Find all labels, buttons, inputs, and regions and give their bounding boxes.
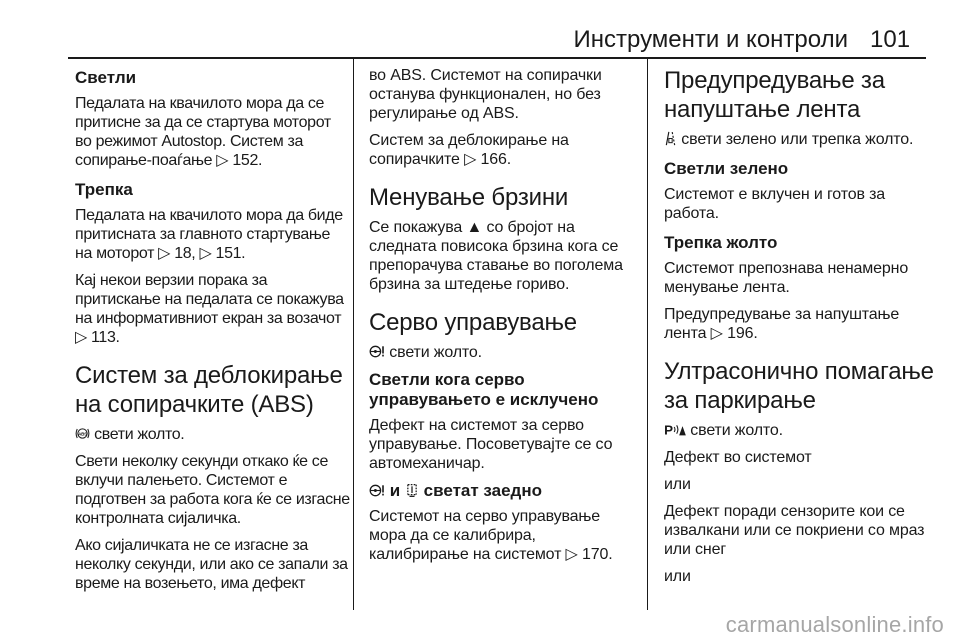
paragraph: Се покажува ▲ со бројот на следната повисока брзина кога се препорачува ставање во поголема брзина за штедење гориво. <box>369 219 623 293</box>
power-steering-icon <box>369 483 385 498</box>
paragraph: или <box>664 568 691 585</box>
page-header <box>0 0 960 58</box>
svg-text:ABS: ABS <box>78 431 87 437</box>
heading-svetli: Светли <box>75 68 137 87</box>
paragraph: Педалата на квачилото мора да биде притисната за главното стартување на моторот ▷ 18, ▷ 151. <box>75 207 343 262</box>
paragraph: Систем за деблокирање на сопирачките ▷ 166. <box>369 132 569 168</box>
heading-trepka: Трепка <box>75 180 133 199</box>
column-1 <box>75 58 351 601</box>
abs-warning-icon <box>75 426 90 441</box>
heading-steering-off: Светли кога серво управувањето е исклучено <box>369 370 599 409</box>
paragraph-park-icon <box>664 421 934 440</box>
page-number: 101 <box>870 26 911 53</box>
paragraph: Предупредување за напуштање лента ▷ 196. <box>664 306 900 342</box>
heading-parking-assist: Ултрасонично помагање за паркирање <box>664 358 934 414</box>
watermark-link[interactable]: carmanualsonline.info <box>725 612 944 637</box>
paragraph-steer-icon <box>369 343 633 362</box>
paragraph: Дефект во системот <box>664 449 812 466</box>
paragraph: Дефект на системот за серво управување. Посоветувајте се со автомеханичар. <box>369 417 613 472</box>
heading-together <box>369 481 633 501</box>
together-text: светат заедно <box>423 481 542 500</box>
column-3 <box>664 58 934 594</box>
paragraph-lane-icon <box>664 130 934 149</box>
heading-power-steering: Серво управување <box>369 309 577 336</box>
abs-text: свети жолто. <box>94 426 185 443</box>
paragraph-abs-icon <box>75 425 351 444</box>
paragraph: во ABS. Системот на сопирачки останува функционален, но без регулирање од ABS. <box>369 67 602 122</box>
heading-gears: Менување брзини <box>369 184 569 211</box>
parking-assist-icon <box>664 422 686 437</box>
power-steering-icon <box>369 344 385 359</box>
paragraph: Системот препознава ненамерно менување лента. <box>664 260 909 296</box>
paragraph: Дефект поради сензорите кои се извалкани или се покриени со мраз или снег <box>664 503 925 558</box>
paragraph: Свети неколку секунди откако ќе се вклучи палењето. Системот е подготвен за работа кога ќе се изгасне контролната сијаличка. <box>75 453 350 527</box>
column-2 <box>369 58 633 572</box>
column-divider-1 <box>353 58 354 610</box>
svg-text:P: P <box>664 422 673 437</box>
heading-green: Светли зелено <box>664 159 789 178</box>
steer-text: свети жолто. <box>389 344 482 361</box>
and-word: и <box>389 481 405 500</box>
heading-lane-departure: Предупредување за напуштање лента <box>664 67 885 123</box>
section-title: Инструменти и контроли <box>573 26 848 53</box>
column-divider-2 <box>647 58 648 610</box>
heading-flash-yellow: Трепка жолто <box>664 233 778 252</box>
park-text: свети жолто. <box>690 422 783 439</box>
paragraph: Педалата на квачилото мора да се притисне за да се стартува моторот во режимот Autostop. Систем за сопирање-поаѓање ▷ 152. <box>75 95 331 169</box>
lane-text: свети зелено или трепка жолто. <box>681 131 914 148</box>
paragraph: Кај некои верзии порака за притискање на педалата се покажува на информативниот екран за возачот ▷ 113. <box>75 272 344 346</box>
paragraph: или <box>664 476 691 493</box>
paragraph: Ако сијаличката не се изгасне за неколку секунди, или ако се запали за време на возењето, има дефект <box>75 537 348 592</box>
lane-departure-icon <box>664 131 677 146</box>
paragraph: Системот е вклучен и готов за работа. <box>664 186 886 222</box>
steering-gear-icon <box>405 483 419 498</box>
heading-abs: Систем за деблокирање на сопирачките (ABS) <box>75 362 343 418</box>
paragraph: Системот на серво управување мора да се калибрира, калибрирање на системот ▷ 170. <box>369 508 613 563</box>
